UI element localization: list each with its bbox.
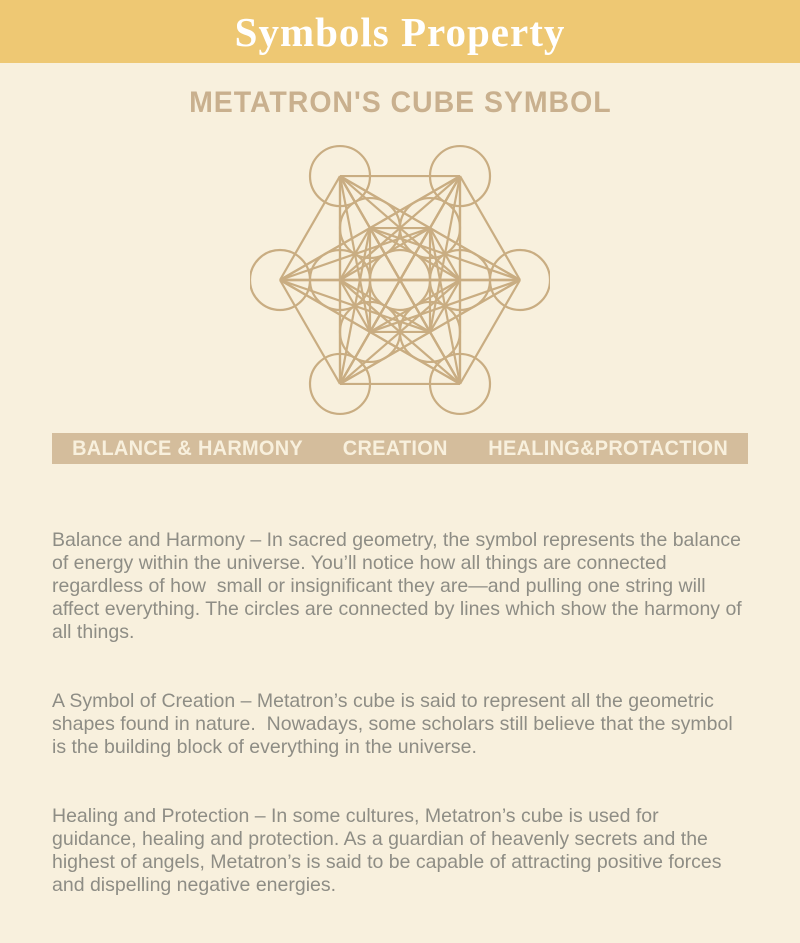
description-paragraph-healing: Healing and Protection – In some cultures, Metatron’s cube is used for guidance, healing and protection. As a guardian of heavenly secrets and the highest of angels, Metatron’s is said to be capable of attracting positive forces and dispelling negative energies.	[52, 805, 727, 896]
description-text	[52, 483, 748, 943]
keyword-healing-protection: HEALING&PROTACTION	[487, 436, 728, 460]
keyword-creation: CREATION	[342, 436, 448, 460]
section-title	[0, 86, 800, 120]
description-paragraph-balance: Balance and Harmony – In sacred geometry, the symbol represents the balance of energy within the universe. You’ll notice how all things are connected regardless of how small or insignificant they are—and pulling one string will affect everything. The circles are connected by lines which show the harmony of all things.	[52, 529, 748, 643]
keywords-banner	[52, 433, 748, 464]
keyword-balance-harmony: BALANCE & HARMONY	[72, 436, 304, 460]
section-title-text: METATRON'S CUBE SYMBOL	[188, 86, 612, 119]
metatrons-cube-icon	[250, 130, 550, 430]
page-title: Symbols Property	[234, 8, 566, 55]
metatrons-cube-symbol	[250, 130, 550, 430]
description-paragraph-creation: A Symbol of Creation – Metatron’s cube is said to represent all the geometric shapes found in nature. Nowadays, some scholars still believe that the symbol is the building block of everything in the universe.	[52, 690, 739, 758]
header-banner	[0, 0, 800, 63]
